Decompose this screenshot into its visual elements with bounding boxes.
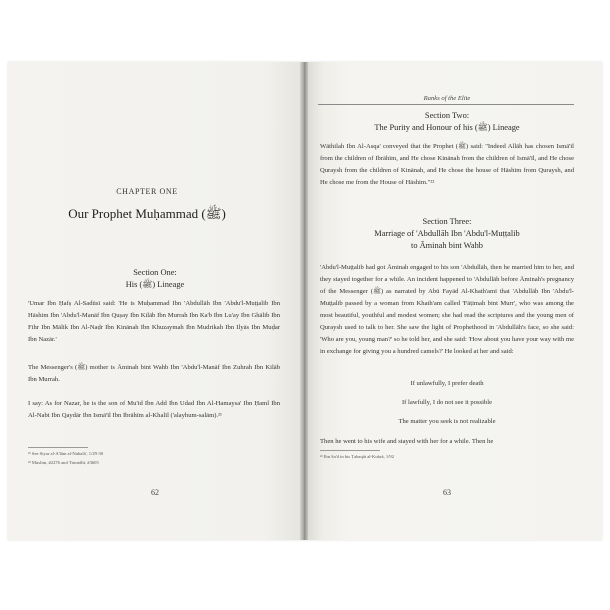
running-head: Ranks of the Elite (423, 95, 471, 102)
footnote: ²¹ See Siyar al-A'lām al-Nubalā', 1/29-30 (28, 451, 104, 456)
section-two-heading: Section Two: (424, 111, 470, 120)
book-gutter (300, 62, 308, 540)
footnote-rule (320, 450, 380, 451)
poem-line: If lawfully, I do not see it possible (401, 399, 493, 406)
section-three-subheading: to Āminah bint Wahb (411, 241, 483, 250)
section-one-subheading: His (ﷺ) Lineage (125, 280, 185, 289)
section-three-heading: Section Three: (422, 217, 472, 226)
page-number-left: 62 (151, 488, 159, 497)
lineage-paragraph: 'Umar Ibn Ḥafṣ Al-Sadūsī said: 'He is Muḥammad Ibn 'Abdullāh Ibn 'Abdu'l-Muṭṭalib Ibn Hāshim Ibn 'Abdu'l-Manāf Ibn Quṣay Ibn Kilāb Ibn Murrah Ibn Ka'b Ibn Lu'ay Ibn Ghālib Ibn Fihr Ibn Mālik Ibn Al-Naḍr Ibn Kinānah Ibn Khuzaymah Ibn Mudrikah Ibn Ilyās Ibn Muḍar Ibn Nazār.' (28, 300, 280, 343)
poem-line: If unlawfully, I prefer death (410, 380, 484, 387)
chapter-label: CHAPTER ONE (116, 187, 178, 196)
footnote-rule (28, 447, 88, 448)
mother-paragraph: The Messenger's (ﷺ) mother is Āminah bint Wahb Ibn 'Abdu'l-Manāf Ibn Zuhrah Ibn Kilāb Ibn Murrah. (28, 364, 281, 383)
section-two-text: Wāthilah Ibn Al-Asqa' conveyed that the Prophet (ﷺ) said: "Indeed Allāh has chosen Ismā'īl from the children of Ibrāhīm, and He chose Kinānah from the children of Ismā'īl, and He chose Quraysh from the children of Kinānah, and He chose the house of Hāshim from Quraysh, and He chose me from the House of Hāshim."²² (320, 143, 575, 186)
footnote: ²³ Ibn Sa'd in his Ṭabaqāt al-Kubrā, 1/92 (320, 454, 395, 459)
page-number-right: 63 (443, 488, 451, 497)
section-three-text: 'Abdu'l-Muṭṭalib had got Āminah engaged to his son 'Abdullāh, then he married him to her, and they stayed together for a while. An incident happened to 'Abdullāh before Āminah's pregnancy of the Messenger (ﷺ) as narrated by Abū Fayād Al-Khath'amī that 'Abdullāh Ibn 'Abdu'l-Muṭṭalib passed by a woman from Khath'am called 'Fāṭimah bint Murr', who was among the most beautiful, youthful and modest women; she had read the scriptures and the young men of Quraysh used to talk to her. She saw the light of Prophethood in 'Abdullāh's face, so she said: 'Who are you, young man?' so he told her, and she said: 'How about you have your way with me in exchange for giving you a hundred camels?' He looked at her and said: (320, 264, 574, 355)
section-two-subheading: The Purity and Honour of his (ﷺ) Lineage (374, 123, 520, 132)
closing-text: Then he went to his wife and stayed with her for a while. Then he (320, 438, 494, 445)
nazar-paragraph: I say: As for Nazar, he is the son of Mu'id Ibn Add Ibn Udad Ibn Al-Hamaysa' Ibn Ḥaml Ibn Al-Nabt Ibn Qaydār Ibn Ismā'īl Ibn Ibrāhīm al-Khalīl ('alayhum-salām).²¹ (28, 400, 280, 419)
header-rule (318, 104, 574, 105)
footnote: ²² Muslim, #2276 and Tirmidhī, #3605 (28, 460, 99, 465)
poem-line: The matter you seek is not realizable (398, 418, 496, 425)
chapter-title: Our Prophet Muḥammad (ﷺ) (68, 206, 226, 221)
section-one-heading: Section One: (133, 268, 177, 277)
section-three-subheading: Marriage of 'Abdullāh Ibn 'Abdu'l-Muṭṭalib (374, 229, 520, 238)
